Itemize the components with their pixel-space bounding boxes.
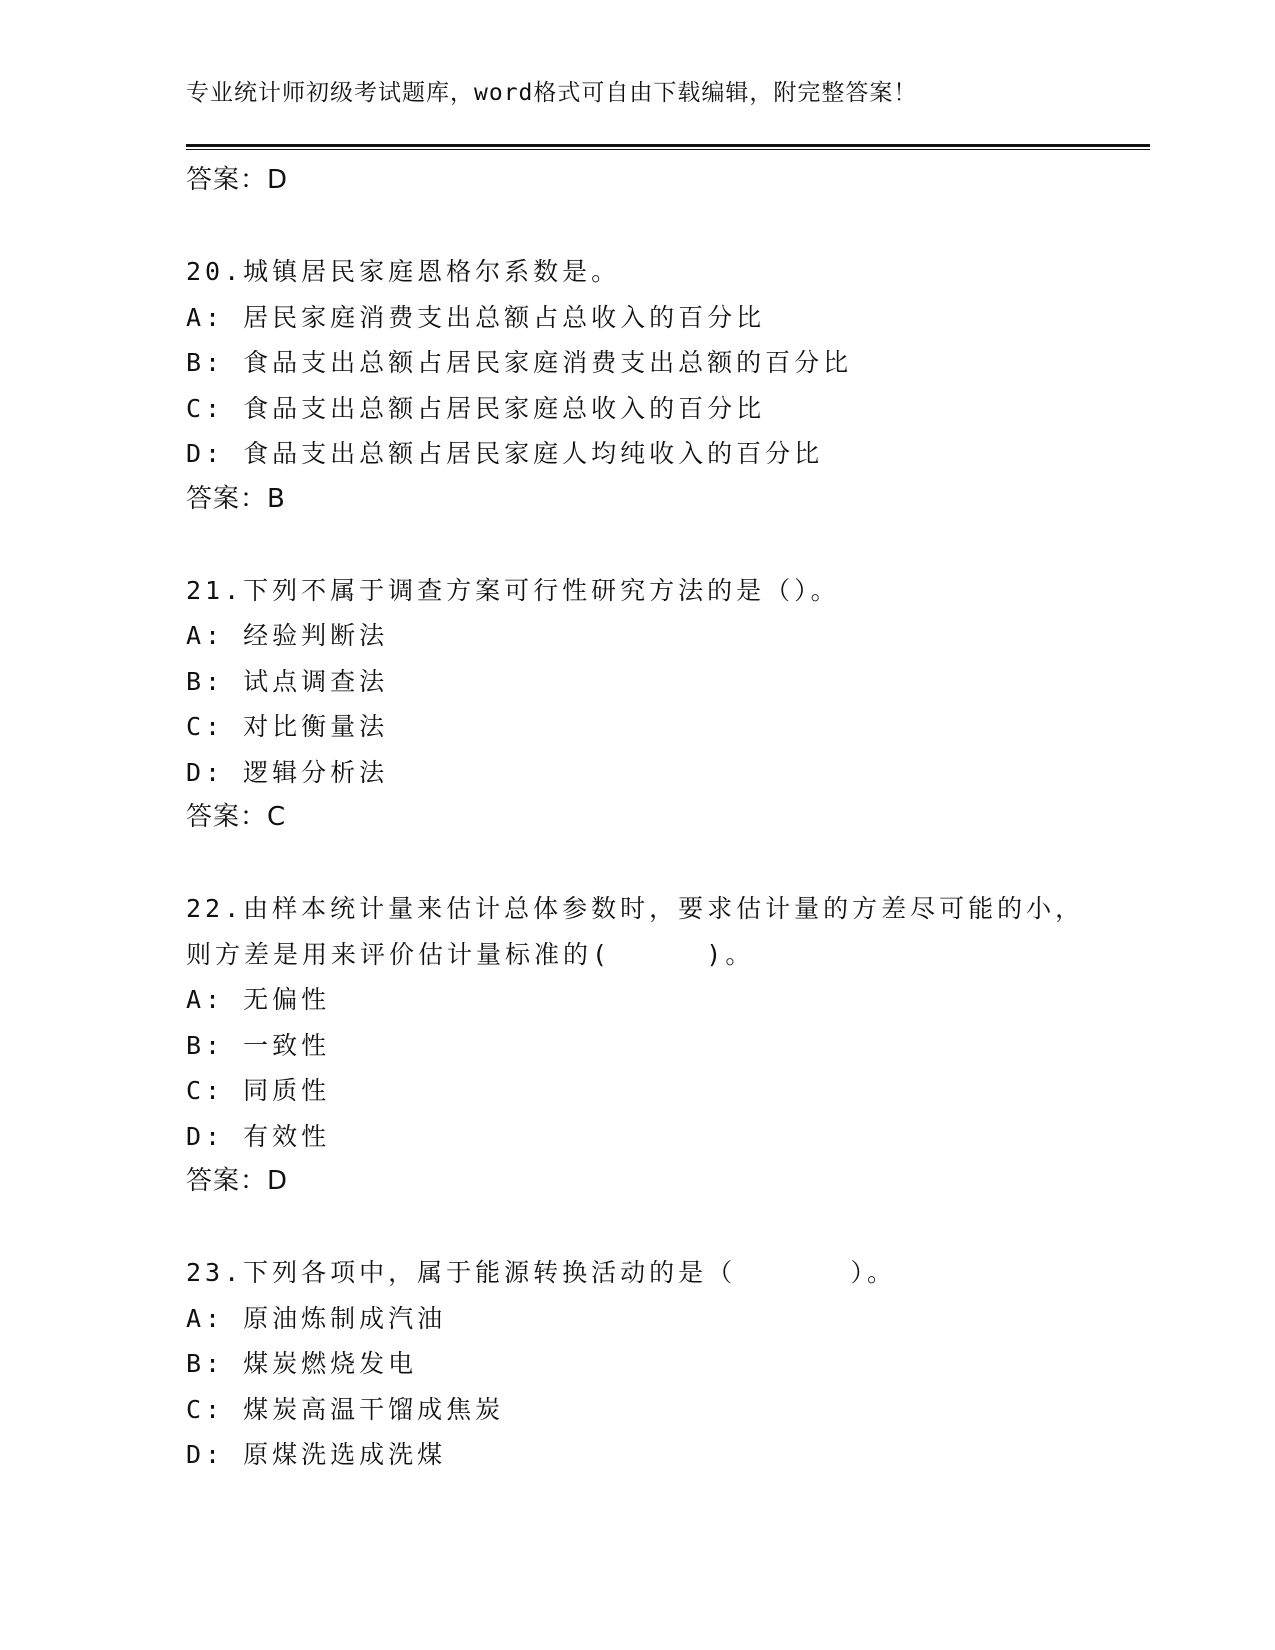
answer-line: 答案：D: [186, 1166, 289, 1196]
question-block: [186, 568, 1166, 841]
question-stem: 23.下列各项中，属于能源转换活动的是（ ）。: [186, 1258, 896, 1287]
option-a: A: 原油炼制成汽油: [186, 1303, 447, 1333]
page-header: 专业统计师初级考试题库，word格式可自由下载编辑，附完整答案！: [186, 80, 918, 106]
question-block: [186, 249, 1166, 522]
option-b: B: 一致性: [186, 1030, 331, 1060]
option-c: C: 同质性: [186, 1076, 331, 1105]
option-d: D: 原煤洗选成洗煤: [186, 1440, 447, 1469]
option-c: C: 对比衡量法: [186, 712, 389, 741]
question-stem-continued: 则方差是用来评价估计量标准的( )。: [186, 939, 755, 969]
question-block: [186, 886, 1166, 1205]
option-a: A: 无偏性: [186, 985, 331, 1014]
option-b: B: 煤炭燃烧发电: [186, 1349, 418, 1378]
answer-line: 答案：D: [186, 165, 289, 195]
option-c: C: 食品支出总额占居民家庭总收入的百分比: [186, 393, 766, 423]
header-rule-thick: [186, 144, 1150, 147]
option-c: C: 煤炭高温干馏成焦炭: [186, 1394, 505, 1424]
option-a: A: 经验判断法: [186, 621, 389, 650]
option-a: A: 居民家庭消费支出总额占总收入的百分比: [186, 302, 766, 332]
spacer: [186, 204, 1166, 250]
question-stem: 20.城镇居民家庭恩格尔系数是。: [186, 257, 621, 286]
option-d: D: 逻辑分析法: [186, 757, 389, 787]
spacer: [186, 1205, 1166, 1251]
question-stem: 22.由样本统计量来估计总体参数时，要求估计量的方差尽可能的小，: [186, 894, 1085, 923]
option-b: B: 试点调查法: [186, 666, 389, 696]
answer-line: 答案：B: [186, 483, 286, 514]
spacer: [186, 522, 1166, 568]
spacer: [186, 841, 1166, 887]
option-d: D: 有效性: [186, 1121, 331, 1151]
question-block: [186, 1250, 1166, 1478]
answer-line: 答案：C: [186, 802, 287, 832]
header-rule-thin: [186, 149, 1150, 150]
option-b: B: 食品支出总额占居民家庭消费支出总额的百分比: [186, 348, 853, 377]
option-d: D: 食品支出总额占居民家庭人均纯收入的百分比: [186, 439, 824, 468]
question-list: [186, 158, 1166, 1478]
question-stem: 21.下列不属于调查方案可行性研究方法的是（）。: [186, 575, 840, 605]
